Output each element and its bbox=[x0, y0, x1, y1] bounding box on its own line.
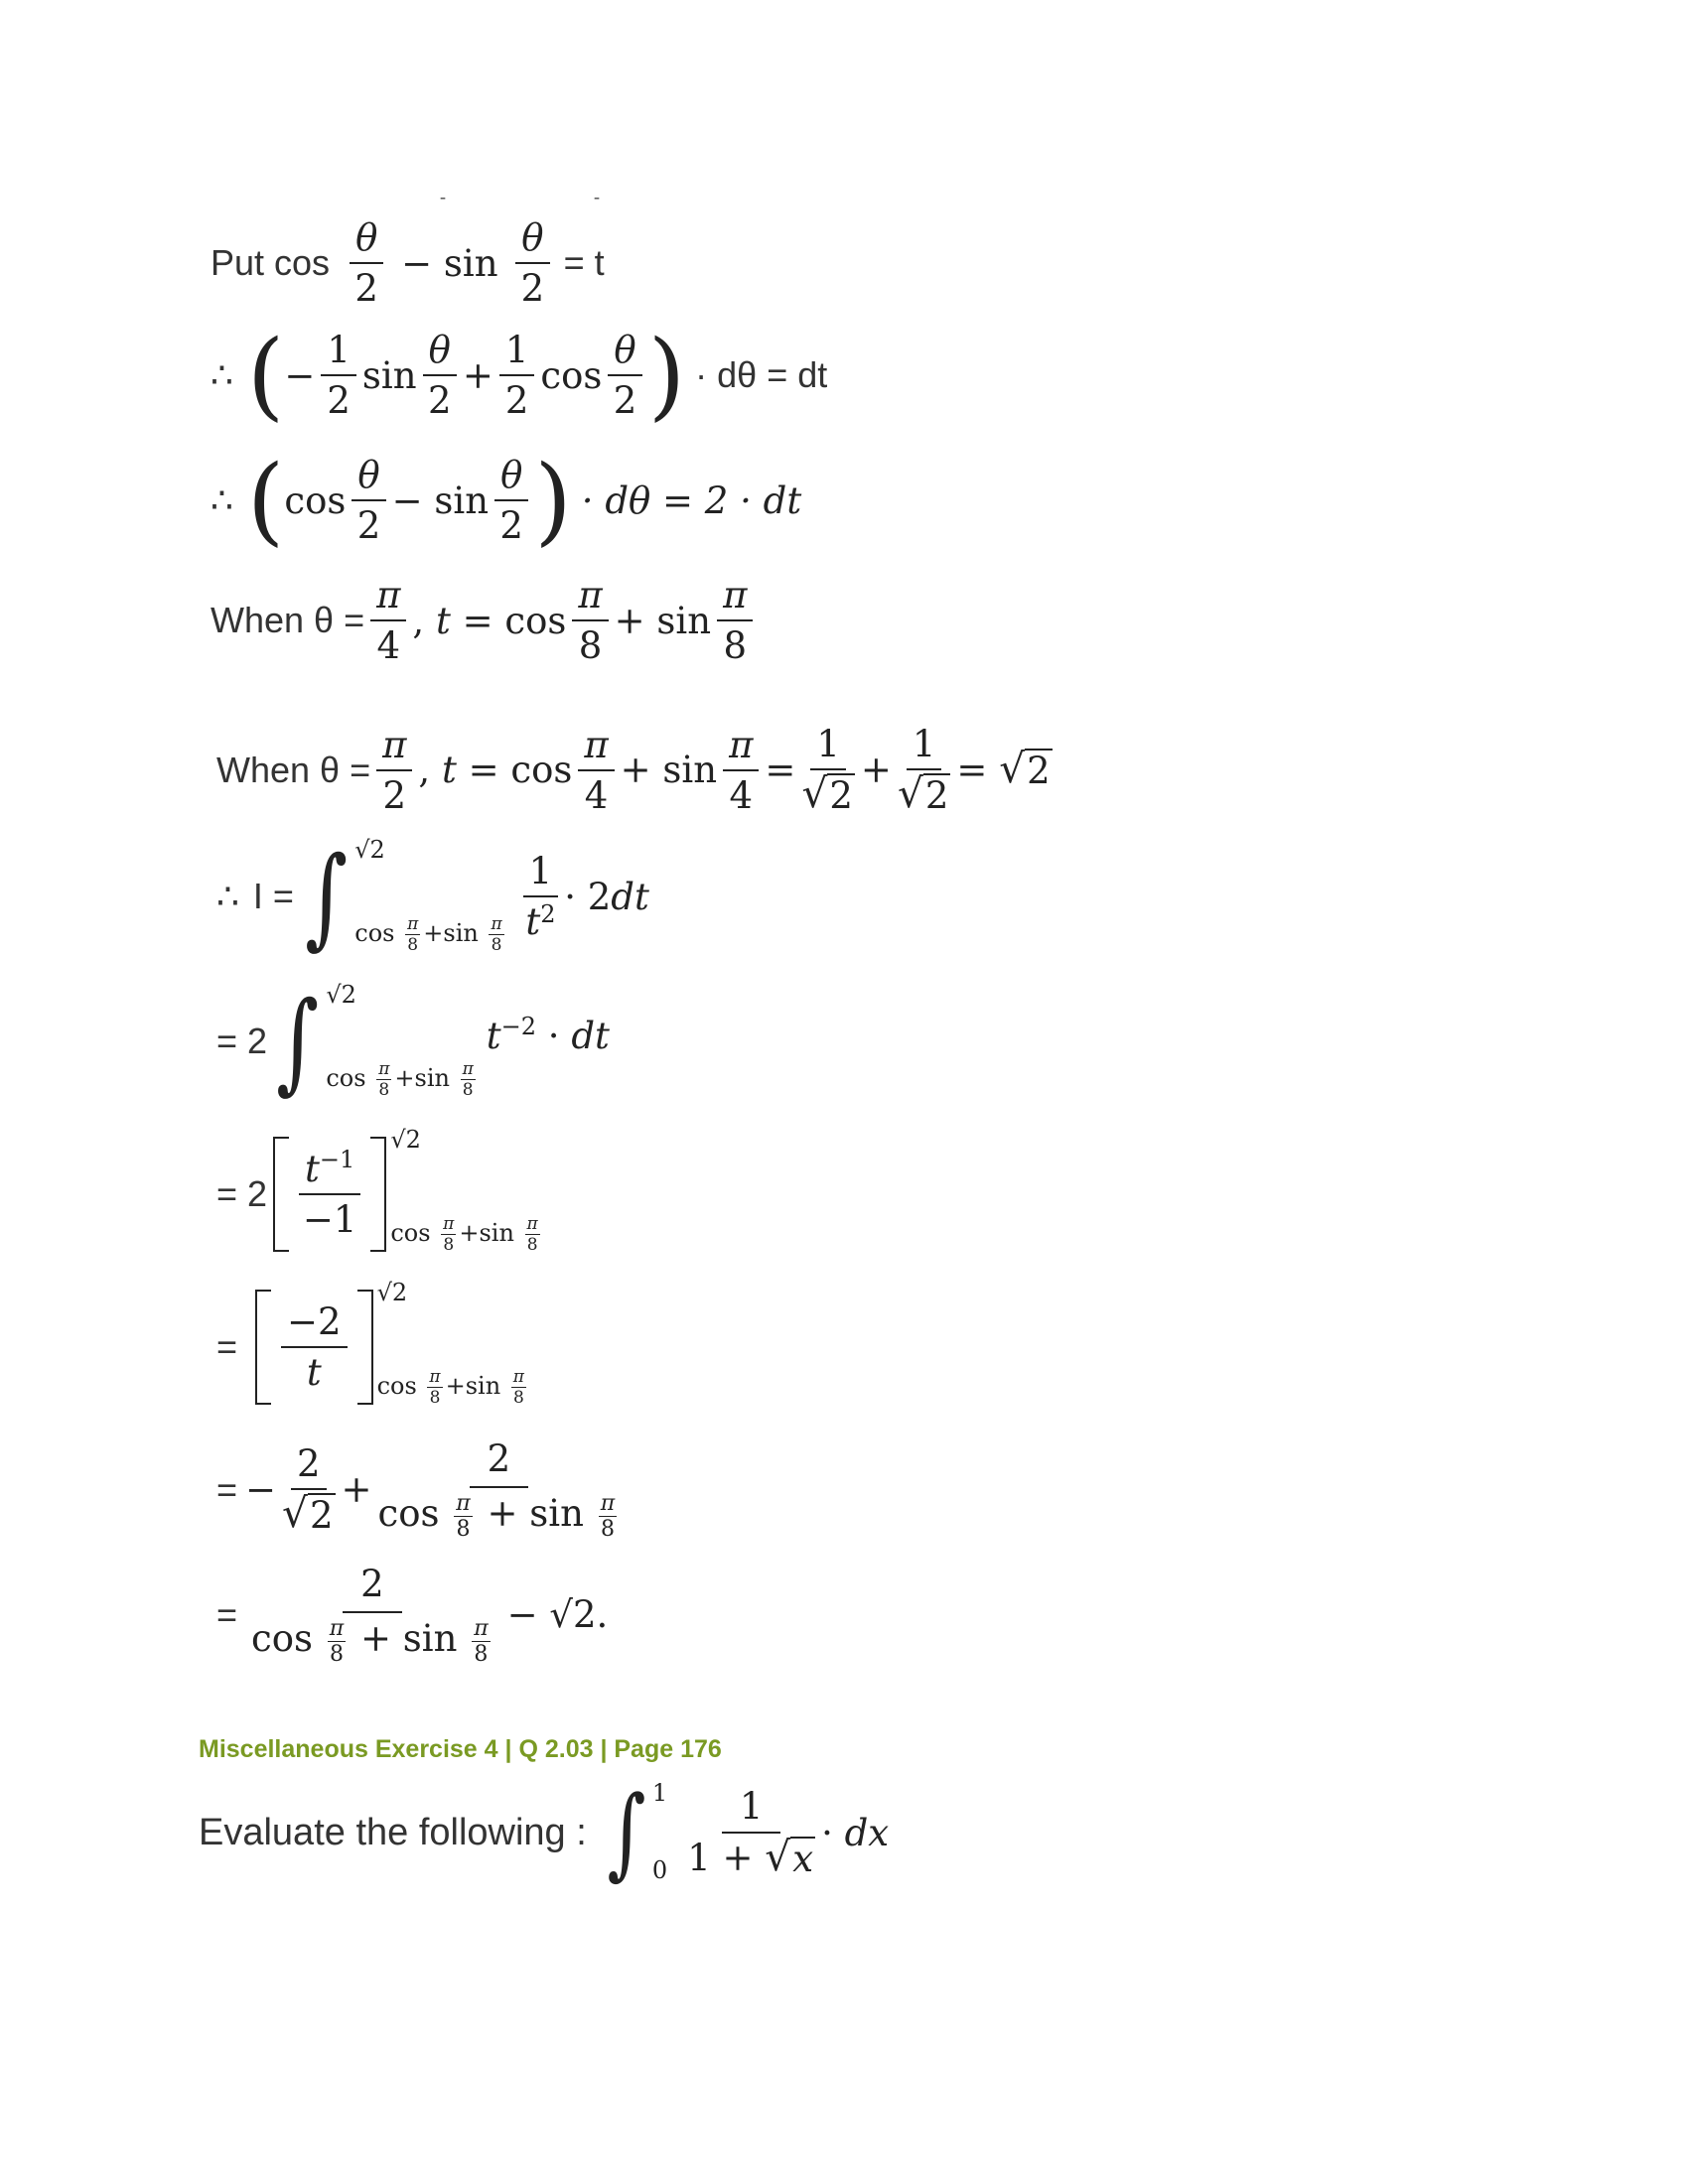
therefore-symbol: ∴ bbox=[211, 479, 233, 520]
stray-mark: - bbox=[594, 187, 600, 206]
sqrt2-end: − √2. bbox=[506, 1593, 609, 1636]
when-theta: When θ = bbox=[211, 600, 365, 640]
line-substitution: Put cos $\frac{\theta}{2}$ − sin $\frac{\theta}{2}$ = t bbox=[211, 216, 605, 310]
eq: = bbox=[216, 1326, 238, 1367]
therefore-symbol: ∴ bbox=[216, 876, 239, 916]
question-prefix: Evaluate the following : bbox=[199, 1811, 587, 1853]
therefore-symbol: ∴ bbox=[211, 354, 233, 395]
line-differential-2: ∴ ( cos $\frac{\theta}{2}$ − sin $\frac{\theta}{2}$ ) · dθ = 2 · dt bbox=[211, 445, 802, 556]
put-t: = t bbox=[563, 242, 605, 283]
line-bracket-2: = $\frac{-2}{t}$ √2 cos $\frac{\pi}{8}$ +sin $\frac{\pi}{8}$ bbox=[216, 1279, 524, 1408]
eq-2: = 2 bbox=[216, 1173, 268, 1214]
line-final: = 2 cos $\frac{\pi}{8}$ + sin $\frac{\pi}{8}$ − √2. bbox=[216, 1563, 609, 1667]
line-evaluate: = − 2 √ 2 + 2 cos $\frac{\pi}{8}$ + sin $\frac{\pi}{8}$ bbox=[216, 1437, 616, 1542]
I-eq: I = bbox=[252, 876, 294, 916]
put-prefix: Put cos bbox=[211, 242, 331, 283]
eq: = bbox=[216, 1468, 238, 1510]
line-lower-limit: When θ = $\frac{\pi}{4}$ , t = cos $\frac{\pi}{8}$ + sin $\frac{\pi}{8}$ bbox=[211, 574, 759, 667]
line-differential: ∴ ( − $\frac{1}{2}$ sin $\frac{\theta}{2}$ + $\frac{1}{2}$ cos $\frac{\theta}{2}$ ) · dθ = dt bbox=[211, 320, 828, 431]
when-theta: When θ = bbox=[216, 749, 371, 790]
stray-mark: - bbox=[440, 187, 446, 206]
line-bracket-1: = 2 $\frac{t^{-1}}{-1}$ √2 cos $\frac{\pi}{8}$ +sin $\frac{\pi}{8}$ bbox=[216, 1126, 538, 1255]
line-integral-I: ∴ I = ∫ √2 cos $\frac{\pi}{8}$ +sin $\frac{\pi}{8}$ $\frac{1}{t^2}$ · 2dt bbox=[216, 833, 649, 960]
eq-2: = 2 bbox=[216, 1021, 268, 1061]
line-integral-2: = 2 ∫ √2 cos $\frac{\pi}{8}$ +sin $\frac{\pi}{8}$ $t^{-2}$ · dt bbox=[216, 978, 610, 1105]
dtheta-dt: · dθ = dt bbox=[695, 354, 828, 395]
eq: = bbox=[216, 1593, 238, 1635]
exercise-heading: Miscellaneous Exercise 4 | Q 2.03 | Page 176 bbox=[199, 1735, 722, 1763]
question-line: Evaluate the following : ∫ 1 0 1 1 + √ x · dx bbox=[199, 1774, 890, 1890]
line-upper-limit: When θ = $\frac{\pi}{2}$ , t = cos $\frac{\pi}{4}$ + sin $\frac{\pi}{4}$ = 1 √ 2 + 1 √ 2 = √ 2 bbox=[216, 723, 1051, 817]
dtheta-2dt: · dθ = 2 · dt bbox=[581, 478, 802, 522]
